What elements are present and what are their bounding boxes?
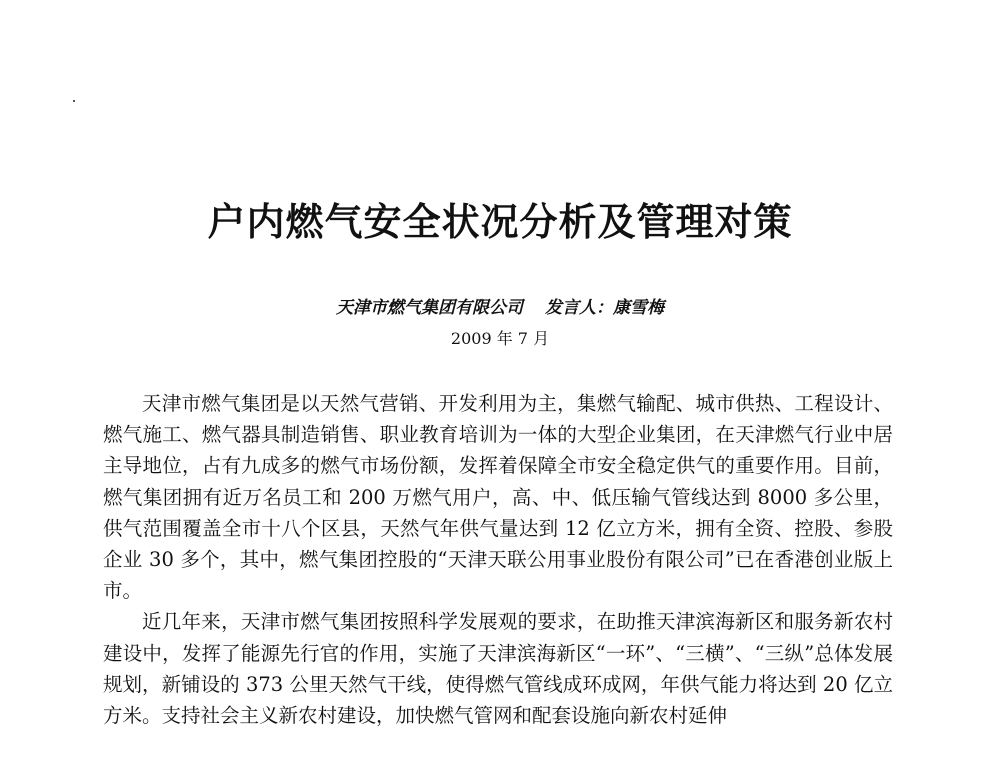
byline xyxy=(0,296,1000,320)
page-title: 户内燃气安全状况分析及管理对策 xyxy=(207,199,793,244)
scan-speck xyxy=(73,100,75,102)
byline-speaker: 发言人：康雪梅 xyxy=(545,298,664,318)
document-body xyxy=(103,388,893,731)
paragraph-1: 天津市燃气集团是以天然气营销、开发利用为主，集燃气输配、城市供热、工程设计、燃气施工、燃气器具制造销售、职业教育培训为一体的大型企业集团，在天津燃气行业中居主导地位，占有九成多的燃气市场份额，发挥着保障全市安全稳定供气的重要作用。目前，燃气集团拥有近万名员工和 200 万燃气用户，高、中、低压输气管线达到 8000 多公里，供气范围覆盖全市十八个区县，天然气年供气量达到 12 亿立方米，拥有全资、控股、参股企业 30 多个，其中，燃气集团控股的“天津天联公用事业股份有限公司”已在香港创业版上市。 xyxy=(103,392,893,603)
paragraph-2: 近几年来，天津市燃气集团按照科学发展观的要求，在助推天津滨海新区和服务新农村建设中，发挥了能源先行官的作用，实施了天津滨海新区“一环”、“三横”、“三纵”总体发展规划，新铺设的 373 公里天然气干线，使得燃气管线成环成网，年供气能力将达到 20 亿立方米。支持社会主义新农村建设，加快燃气管网和配套设施向新农村延伸 xyxy=(103,610,893,728)
byline-organization: 天津市燃气集团有限公司 xyxy=(336,298,523,318)
document-date: 2009 年 7 月 xyxy=(450,329,550,348)
